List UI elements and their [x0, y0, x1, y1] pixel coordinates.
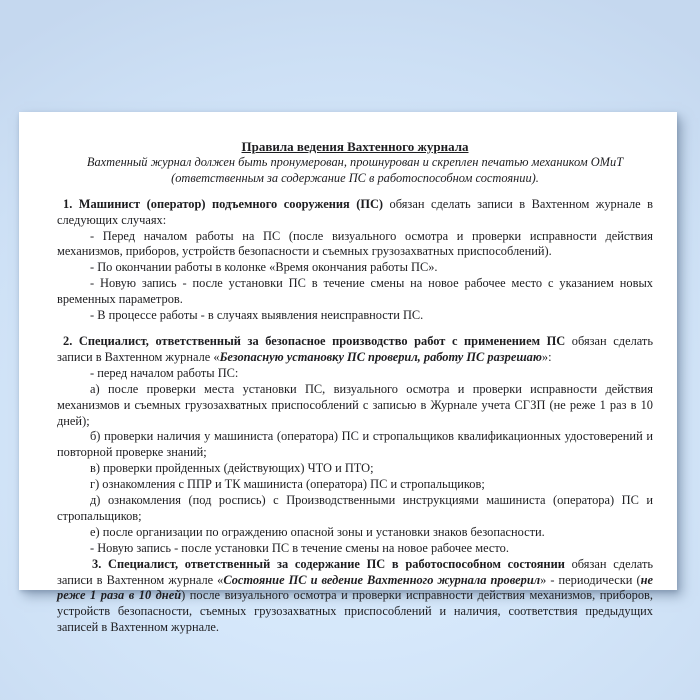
text-segment: б) проверки наличия у машиниста (оператора) ПС и стропальщиков квалификационных удостоверений и повторной проверке знаний; [57, 429, 653, 460]
text-segment: 3. Специалист, ответственный за содержание ПС в работоспособном состоянии [92, 556, 565, 571]
paragraph [57, 276, 653, 308]
document-subtitle: Вахтенный журнал должен быть пронумерован, прошнурован и скреплен печатью механиком ОМиТ (ответственным за содержание ПС в работоспособном состоянии). [86, 154, 624, 185]
text-segment: - Новую запись - после установки ПС в течение смены на новое рабочее место. [90, 540, 509, 555]
paragraph [57, 334, 653, 366]
paragraph [57, 493, 653, 525]
text-segment: обязан сделать записи в Вахтенном журнале « [57, 333, 654, 364]
text-segment: г) ознакомления с ППР и ТК машиниста (оператора) ПС и стропальщиков; [90, 477, 485, 492]
text-segment: 1. Машинист (оператор) подъемного сооружения (ПС) [63, 196, 384, 211]
text-segment: обязан сделать записи в Вахтенном журнале в следующих случаях: [57, 196, 653, 227]
text-segment: не реже 1 раза в 10 дней [57, 572, 654, 603]
text-segment: обязан сделать записи в Вахтенном журнале « [57, 556, 654, 587]
text-segment: а) после проверки места установки ПС, визуального осмотра и проверки исправности действия механизмов и съемных грузозахватных приспособлений с записью в Журнале учета СГЗП (не реже 1 раз в 10 дней); [57, 381, 653, 428]
document-page [19, 112, 677, 635]
paragraph [57, 229, 653, 261]
text-segment: Безопасную установку ПС проверил, работу ПС разрешаю [219, 349, 542, 364]
text-segment: - Перед началом работы на ПС (после визуального осмотра и проверки исправности действия механизмов, приборов, устройств безопасности и съемных грузозахватных приспособлений). [57, 228, 653, 259]
document-content [19, 112, 677, 635]
paragraph [57, 382, 653, 430]
paragraph [57, 461, 653, 477]
paragraph [57, 525, 653, 541]
paragraph [57, 557, 653, 637]
text-segment: - перед началом работы ПС: [90, 365, 239, 380]
paragraph [57, 197, 653, 229]
text-segment: Состояние ПС и ведение Вахтенного журнала проверил [223, 572, 541, 587]
text-segment: 2. Специалист, ответственный за безопасное производство работ с применением ПС [63, 333, 566, 348]
paragraph [57, 541, 653, 557]
paragraph [57, 429, 653, 461]
paragraph [57, 366, 653, 382]
text-segment: »: [541, 349, 552, 364]
text-segment: - По окончании работы в колонке «Время окончания работы ПС». [90, 260, 438, 275]
paragraph [57, 477, 653, 493]
text-segment: е) после организации по ограждению опасной зоны и установки знаков безопасности. [90, 524, 545, 539]
text-segment: д) ознакомления (под роспись) с Производственными инструкциями машиниста (оператора) ПС и стропальщиков; [57, 493, 653, 523]
text-segment: » - периодически ( [540, 572, 641, 587]
text-segment: - В процессе работы - в случаях выявления неисправности ПС. [90, 308, 424, 323]
document-title: Правила ведения Вахтенного журнала [241, 139, 469, 154]
document-body [57, 197, 653, 636]
text-segment: - Новую запись - после установки ПС в течение смены на новое рабочее место с указанием новых временных параметров. [57, 276, 653, 307]
paragraph [57, 260, 653, 276]
text-segment: в) проверки пройденных (действующих) ЧТО и ПТО; [90, 461, 374, 476]
text-segment: ) после визуального осмотра и проверки исправности действия механизмов, приборов, устройств безопасности, съемных грузозахватных приспособлений и наличия, соответствия предыдущих записей в Вахтенном журнале. [57, 588, 654, 635]
paragraph [57, 308, 653, 324]
